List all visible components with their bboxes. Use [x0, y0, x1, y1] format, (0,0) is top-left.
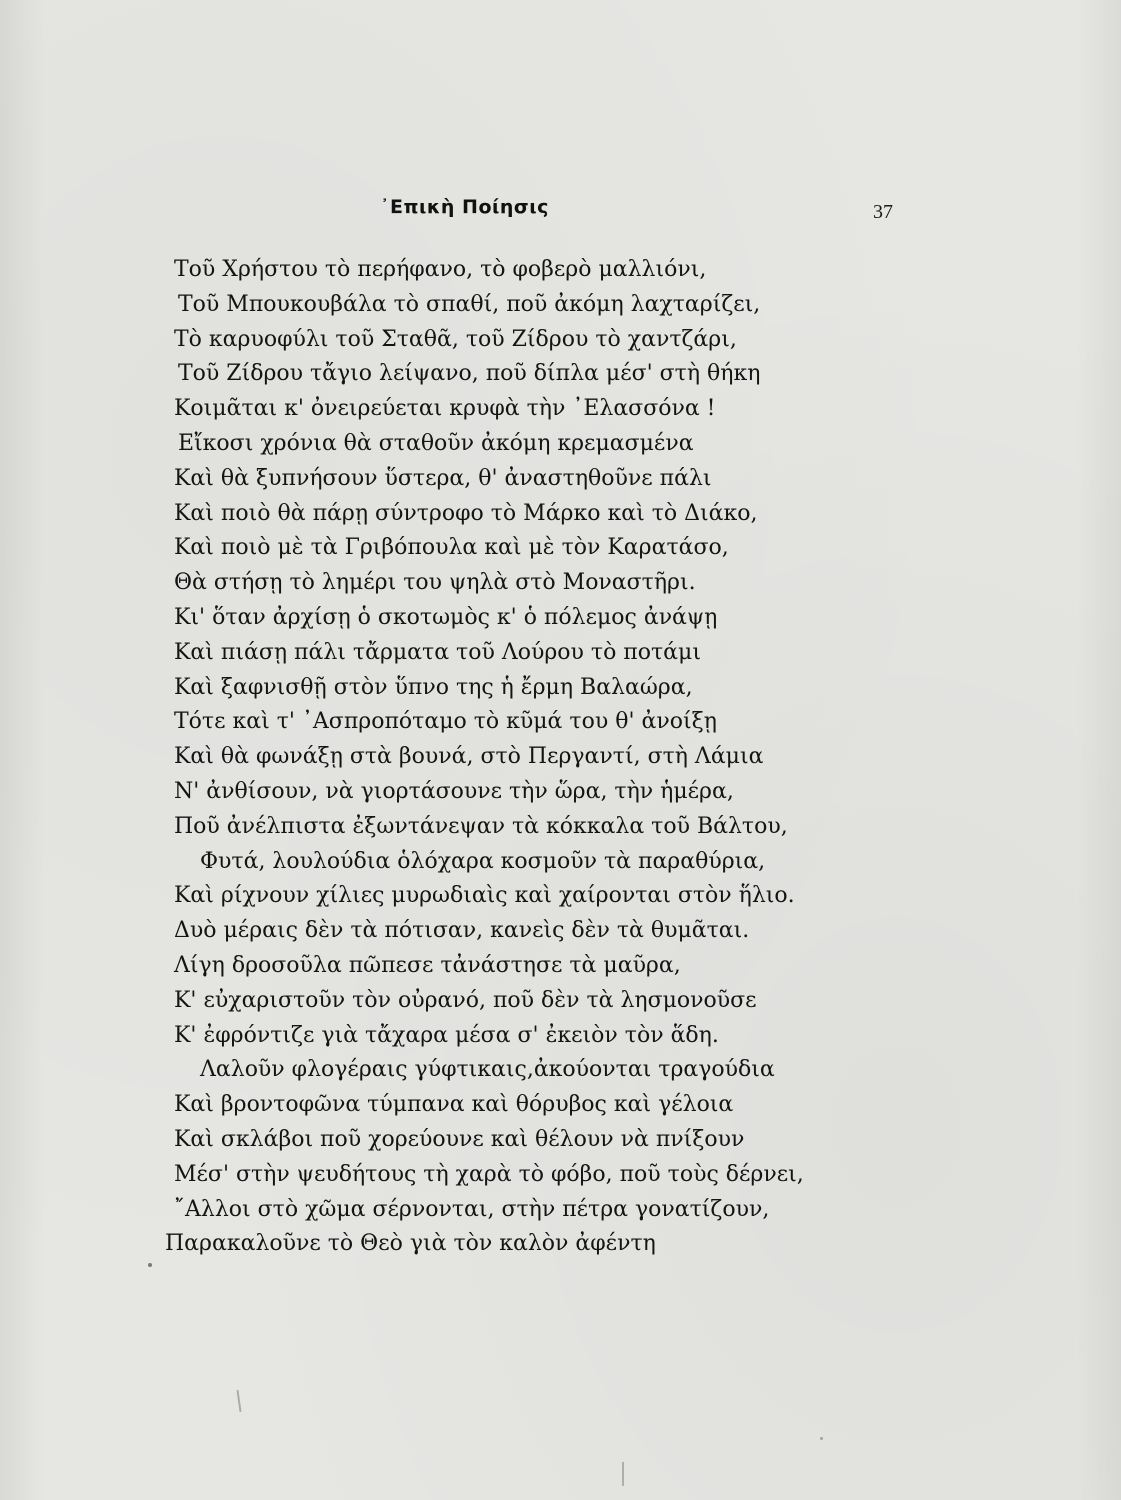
poem-text [0, 253, 1121, 1262]
poem-line: Τοῦ Χρήστου τὸ περήφανο, τὸ φοβερὸ μαλλιόνι, [174, 257, 707, 282]
paper-speck [820, 1437, 823, 1440]
poem-line: Καὶ ξαφνισθῇ στὸν ὕπνο της ἡ ἔρμη Βαλαώρα, [174, 674, 693, 700]
poem-line: Τότε καὶ τ' ᾿Ασπροπόταμο τὸ κῦμά του θ' ἀνοίξῃ [174, 709, 717, 735]
poem-line: Καὶ ποιὸ μὲ τὰ Γριβόπουλα καὶ μὲ τὸν Καρατάσο, [174, 535, 729, 561]
poem-line: Καὶ πιάσῃ πάλι τἄρματα τοῦ Λούρου τὸ ποτάμι [174, 639, 701, 665]
running-title: ᾿Επικὴ Ποίησις [380, 196, 549, 218]
poem-line: Ποῦ ἀνέλπιστα ἐξωντάνεψαν τὰ κόκκαλα τοῦ Βάλτου, [174, 813, 788, 839]
poem-line: Καὶ σκλάβοι ποῦ χορεύουνε καὶ θέλουν νὰ πνίξουν [174, 1126, 745, 1152]
poem-line: Καὶ βροντοφῶνα τύμπανα καὶ θόρυβος καὶ γέλοια [174, 1092, 734, 1118]
poem-line: Τοῦ Ζίδρου τἄγιο λείψανο, ποῦ δίπλα μέσ' στὴ θήκη [178, 361, 761, 387]
poem-line: Κ' ἐφρόντιζε γιὰ τἄχαρα μέσα σ' ἐκειὸν τὸν ἅδη. [174, 1022, 719, 1048]
poem-line: Τοῦ Μπουκουβάλα τὸ σπαθί, ποῦ ἀκόμη λαχταρίζει, [178, 291, 761, 317]
poem-line: Κι' ὅταν ἀρχίσῃ ὁ σκοτωμὸς κ' ὁ πόλεμος ἀνάψῃ [174, 604, 718, 630]
page-number: 37 [873, 201, 893, 223]
poem-line: ῎Αλλοι στὸ χῶμα σέρνονται, στὴν πέτρα γονατίζουν, [174, 1196, 770, 1222]
poem-line: Παρακαλοῦνε τὸ Θεὸ γιὰ τὸν καλὸν ἀφέντη [165, 1231, 656, 1257]
poem-line: Δυὸ μέραις δὲν τὰ πότισαν, κανεὶς δὲν τὰ θυμᾶται. [174, 918, 750, 944]
poem-line: Καὶ θὰ ξυπνήσουν ὕστερα, θ' ἀναστηθοῦνε πάλι [174, 465, 712, 491]
poem-line: Θὰ στήσῃ τὸ λημέρι του ψηλὰ στὸ Μοναστῆρι. [174, 570, 696, 596]
paper-speck [148, 1263, 152, 1267]
poem-line: Μέσ' στὴν ψευδήτους τὴ χαρὰ τὸ φόβο, ποῦ τοὺς δέρνει, [174, 1161, 804, 1187]
poem-line: Λαλοῦν φλογέραις γύφτικαις,ἀκούονται τραγούδια [200, 1057, 775, 1083]
poem-line: Εἴκοσι χρόνια θὰ σταθοῦν ἀκόμη κρεμασμένα [178, 430, 694, 456]
poem-line: Καὶ θὰ φωνάξῃ στὰ βουνά, στὸ Περγαντί, στὴ Λάμια [174, 744, 764, 770]
poem-line: Κ' εὐχαριστοῦν τὸν οὐρανό, ποῦ δὲν τὰ λησμονοῦσε [174, 987, 757, 1013]
poem-line: Καὶ ρίχνουν χίλιες μυρωδιαὶς καὶ χαίρονται στὸν ἥλιο. [174, 883, 795, 909]
paper-scratch [622, 1462, 624, 1486]
poem-line: Λίγη δροσοῦλα πῶπεσε τἀνάστησε τὰ μαῦρα, [174, 952, 681, 978]
poem-line: Τὸ καρυοφύλι τοῦ Σταθᾶ, τοῦ Ζίδρου τὸ χαντζάρι, [174, 326, 737, 352]
poem-line: Καὶ ποιὸ θὰ πάρῃ σύντροφο τὸ Μάρκο καὶ τὸ Διάκο, [174, 500, 758, 526]
paper-scratch [236, 1390, 241, 1412]
poem-line: Φυτά, λουλούδια ὁλόχαρα κοσμοῦν τὰ παραθύρια, [200, 848, 766, 874]
poem-line: Ν' ἀνθίσουν, νὰ γιορτάσουνε τὴν ὥρα, τὴν ἡμέρα, [174, 778, 734, 804]
poem-line: Κοιμᾶται κ' ὀνειρεύεται κρυφὰ τὴν ᾿Ελασσόνα ! [174, 396, 716, 422]
